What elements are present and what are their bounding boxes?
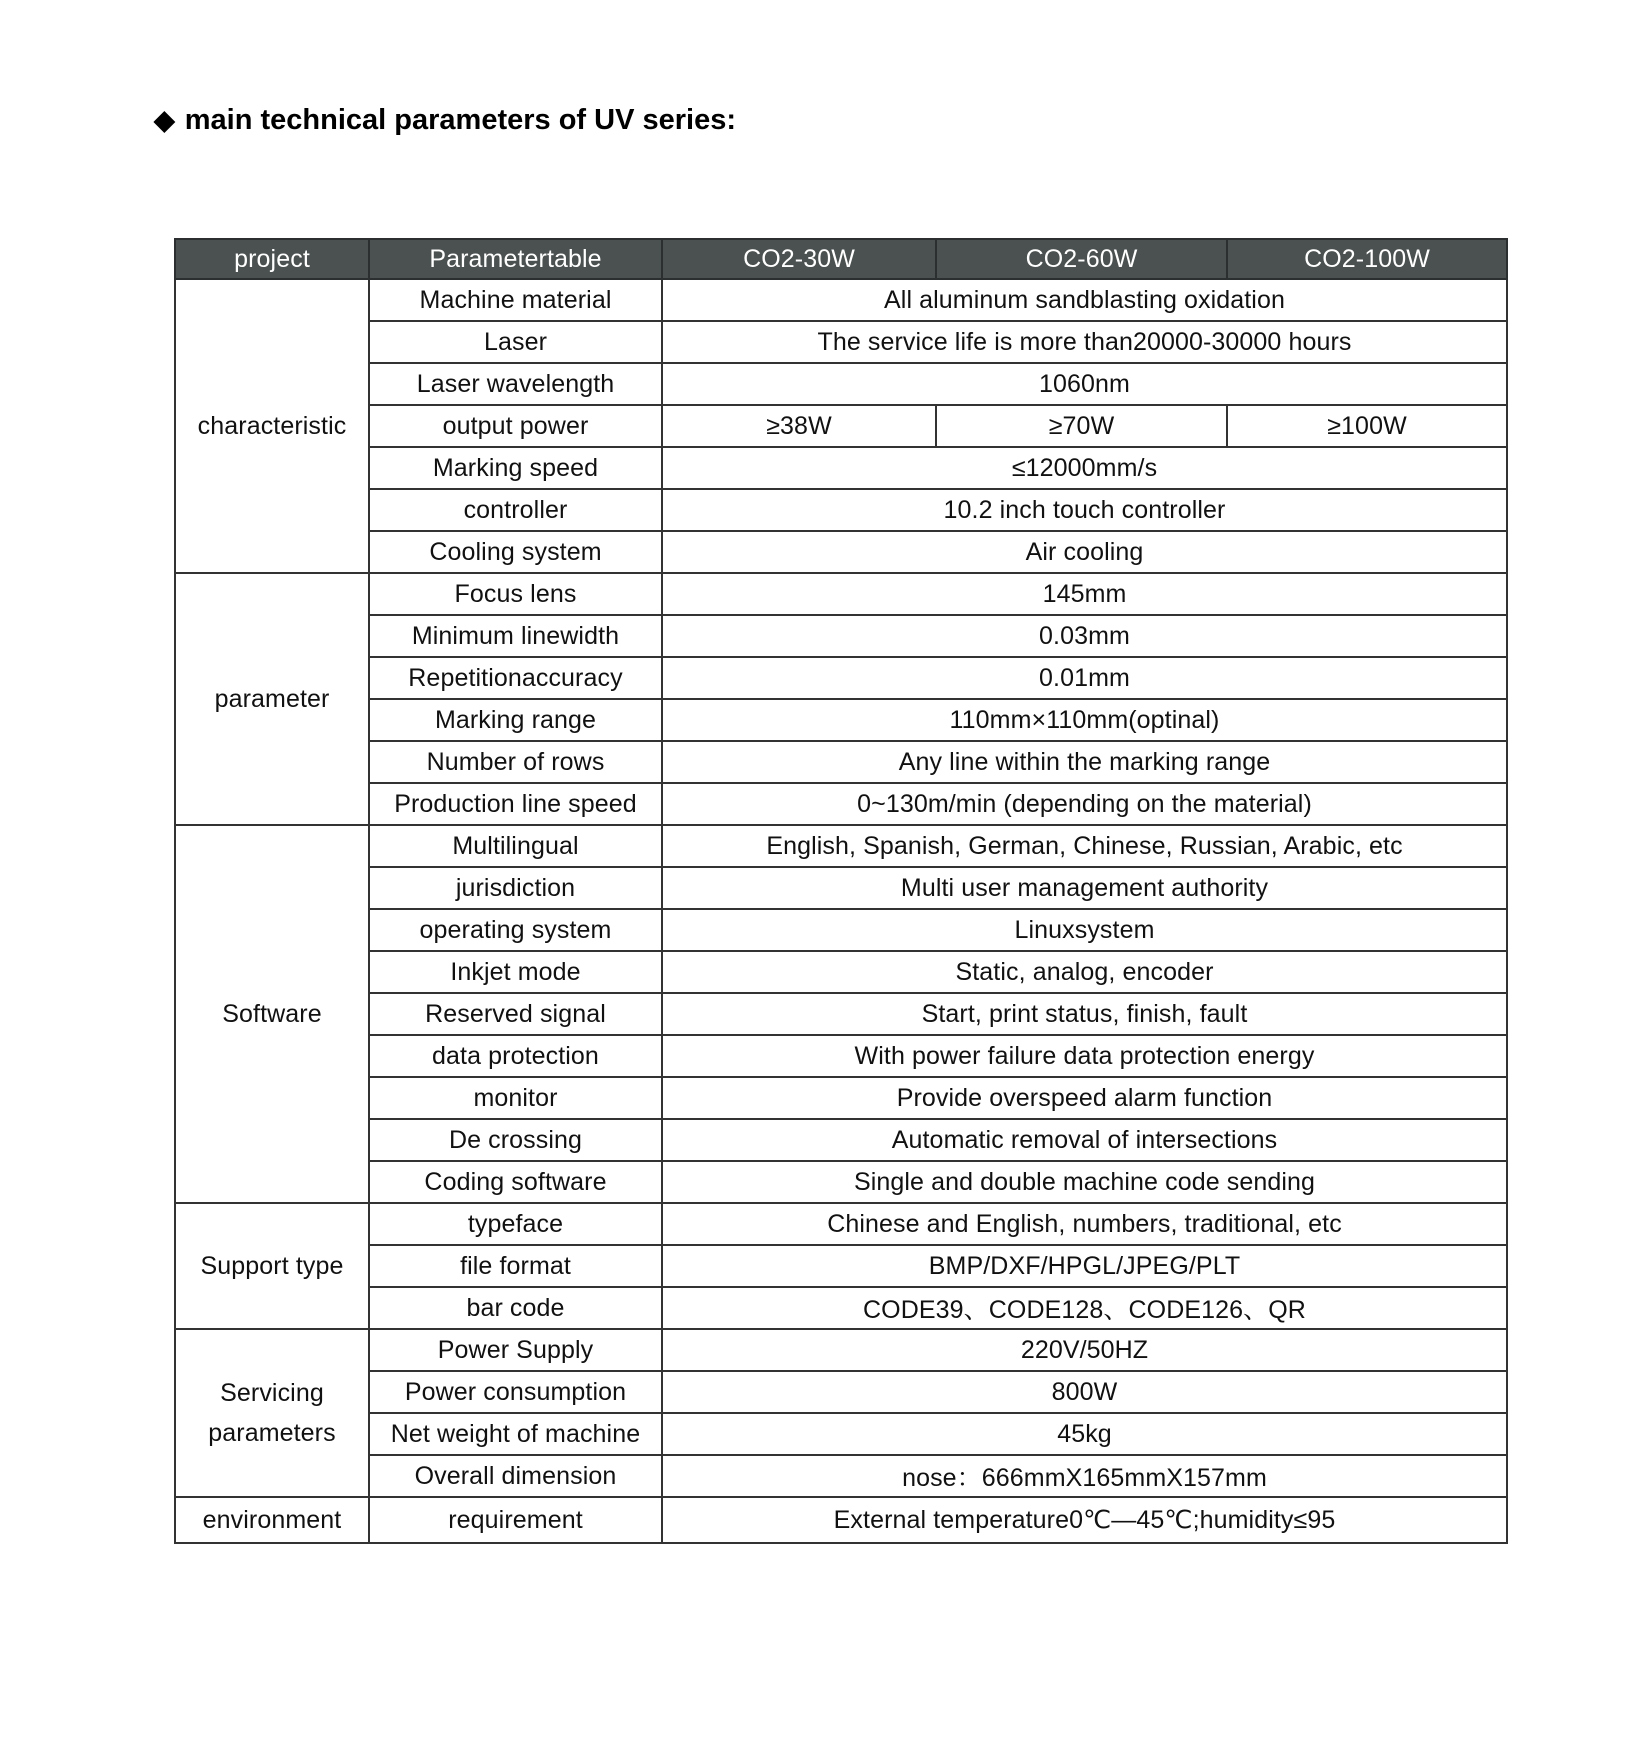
param-name: controller — [369, 489, 662, 531]
param-name: Laser — [369, 321, 662, 363]
param-value: Start, print status, finish, fault — [662, 993, 1507, 1035]
param-value: Automatic removal of intersections — [662, 1119, 1507, 1161]
table-row — [175, 1161, 1507, 1203]
header-parametertable: Parametertable — [369, 239, 662, 279]
table-row — [175, 1413, 1507, 1455]
param-name: Cooling system — [369, 531, 662, 573]
table-row — [175, 489, 1507, 531]
table-row — [175, 573, 1507, 615]
param-value: Multi user management authority — [662, 867, 1507, 909]
param-name: Reserved signal — [369, 993, 662, 1035]
param-value: nose：666mmX165mmX157mm — [662, 1455, 1507, 1497]
param-value: Any line within the marking range — [662, 741, 1507, 783]
table-row — [175, 1455, 1507, 1497]
diamond-bullet-icon: ◆ — [154, 105, 175, 135]
param-name: Multilingual — [369, 825, 662, 867]
param-name: file format — [369, 1245, 662, 1287]
param-name: Inkjet mode — [369, 951, 662, 993]
param-name: Overall dimension — [369, 1455, 662, 1497]
table-row — [175, 405, 1507, 447]
table-row — [175, 657, 1507, 699]
param-name: Marking range — [369, 699, 662, 741]
page-title-text: main technical parameters of UV series: — [184, 104, 736, 136]
param-value: 800W — [662, 1371, 1507, 1413]
table-row — [175, 531, 1507, 573]
table-row — [175, 1497, 1507, 1543]
param-name: operating system — [369, 909, 662, 951]
param-value: BMP/DXF/HPGL/JPEG/PLT — [662, 1245, 1507, 1287]
param-name: output power — [369, 405, 662, 447]
param-value: CODE39、CODE128、CODE126、QR — [662, 1287, 1507, 1329]
param-value: 0.03mm — [662, 615, 1507, 657]
param-value: Linuxsystem — [662, 909, 1507, 951]
param-name: De crossing — [369, 1119, 662, 1161]
param-name: Laser wavelength — [369, 363, 662, 405]
header-project: project — [175, 239, 369, 279]
param-name: jurisdiction — [369, 867, 662, 909]
table-row — [175, 1245, 1507, 1287]
param-name: Marking speed — [369, 447, 662, 489]
table-row — [175, 867, 1507, 909]
param-value: Chinese and English, numbers, traditional, etc — [662, 1203, 1507, 1245]
param-value: With power failure data protection energy — [662, 1035, 1507, 1077]
param-name: Minimum linewidth — [369, 615, 662, 657]
group-label: Support type — [175, 1203, 369, 1329]
param-name: Power consumption — [369, 1371, 662, 1413]
param-value: 110mm×110mm(optinal) — [662, 699, 1507, 741]
param-value: Provide overspeed alarm function — [662, 1077, 1507, 1119]
param-name: Machine material — [369, 279, 662, 321]
param-value: The service life is more than20000-30000 hours — [662, 321, 1507, 363]
param-value: Static, analog, encoder — [662, 951, 1507, 993]
param-name: bar code — [369, 1287, 662, 1329]
param-name: typeface — [369, 1203, 662, 1245]
param-name: Coding software — [369, 1161, 662, 1203]
header-co2-30w: CO2-30W — [662, 239, 936, 279]
param-name: requirement — [369, 1497, 662, 1543]
param-value: 220V/50HZ — [662, 1329, 1507, 1371]
page-title — [154, 104, 736, 137]
param-value: ≥100W — [1227, 405, 1507, 447]
table-row — [175, 825, 1507, 867]
table-row — [175, 1077, 1507, 1119]
param-value: External temperature0℃—45℃;humidity≤95 — [662, 1497, 1507, 1543]
param-name: Production line speed — [369, 783, 662, 825]
param-name: Net weight of machine — [369, 1413, 662, 1455]
param-name: Power Supply — [369, 1329, 662, 1371]
group-label: Servicing parameters — [175, 1329, 369, 1497]
param-value: 45kg — [662, 1413, 1507, 1455]
param-value: 0.01mm — [662, 657, 1507, 699]
param-value: 10.2 inch touch controller — [662, 489, 1507, 531]
table-header-row — [175, 239, 1507, 279]
table-row — [175, 1203, 1507, 1245]
param-name: data protection — [369, 1035, 662, 1077]
param-value: Air cooling — [662, 531, 1507, 573]
table-row — [175, 993, 1507, 1035]
table-row — [175, 783, 1507, 825]
group-label: environment — [175, 1497, 369, 1543]
table-row — [175, 699, 1507, 741]
group-label: characteristic — [175, 279, 369, 573]
table-row — [175, 1035, 1507, 1077]
table-row — [175, 1119, 1507, 1161]
param-name: Number of rows — [369, 741, 662, 783]
param-value: Single and double machine code sending — [662, 1161, 1507, 1203]
table-row — [175, 741, 1507, 783]
param-value: 0~130m/min (depending on the material) — [662, 783, 1507, 825]
param-value: ≤12000mm/s — [662, 447, 1507, 489]
param-value: 145mm — [662, 573, 1507, 615]
param-name: Focus lens — [369, 573, 662, 615]
param-value: ≥38W — [662, 405, 936, 447]
table-row — [175, 615, 1507, 657]
param-name: Repetitionaccuracy — [369, 657, 662, 699]
header-co2-100w: CO2-100W — [1227, 239, 1507, 279]
table-row — [175, 951, 1507, 993]
param-value: ≥70W — [936, 405, 1227, 447]
param-value: All aluminum sandblasting oxidation — [662, 279, 1507, 321]
table-row — [175, 1329, 1507, 1371]
spec-table-body — [175, 279, 1507, 1543]
header-co2-60w: CO2-60W — [936, 239, 1227, 279]
group-label: parameter — [175, 573, 369, 825]
table-row — [175, 1287, 1507, 1329]
spec-table — [174, 238, 1508, 1544]
group-label: Software — [175, 825, 369, 1203]
table-row — [175, 447, 1507, 489]
table-row — [175, 321, 1507, 363]
table-row — [175, 909, 1507, 951]
table-row — [175, 279, 1507, 321]
param-name: monitor — [369, 1077, 662, 1119]
param-value: English, Spanish, German, Chinese, Russian, Arabic, etc — [662, 825, 1507, 867]
table-row — [175, 363, 1507, 405]
table-row — [175, 1371, 1507, 1413]
param-value: 1060nm — [662, 363, 1507, 405]
